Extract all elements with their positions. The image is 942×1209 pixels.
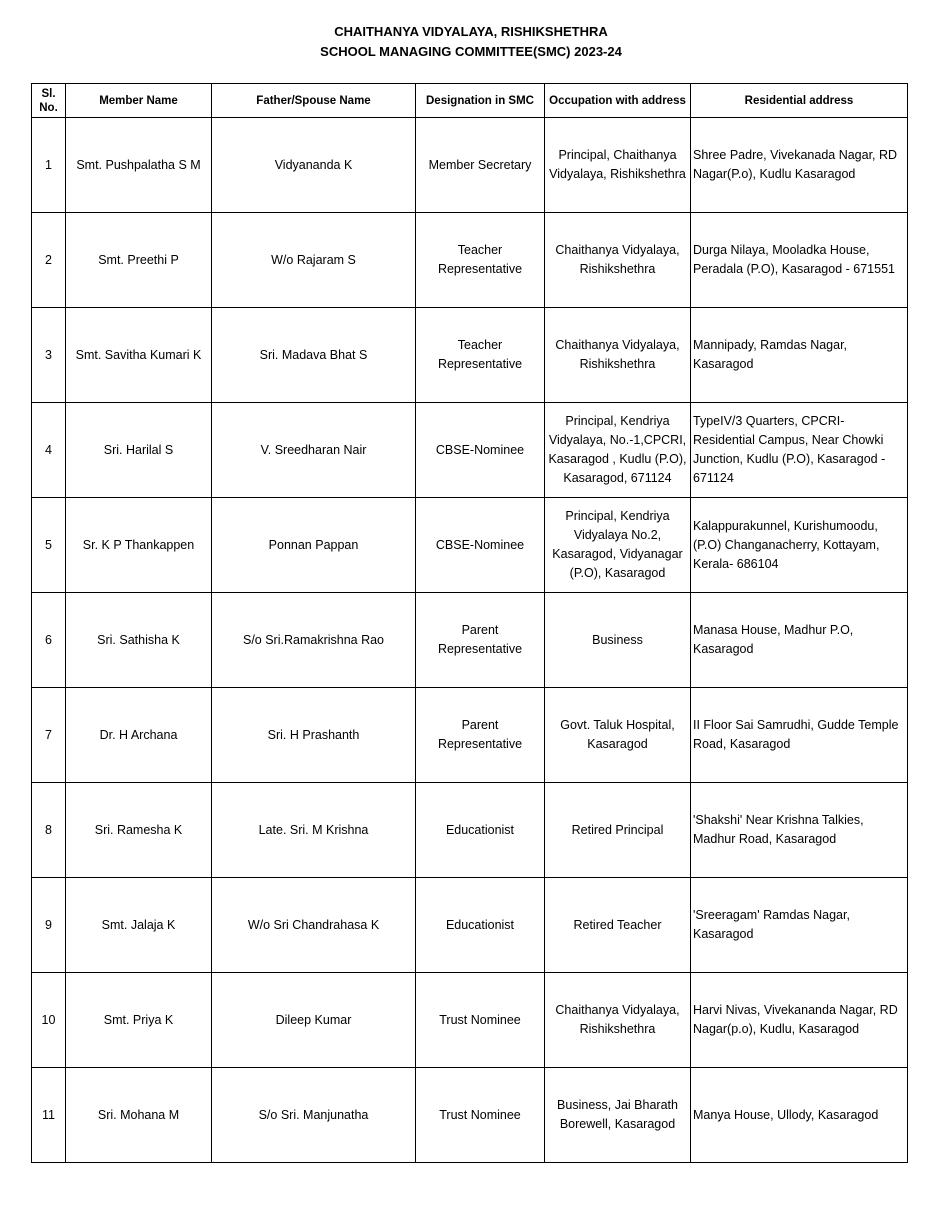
cell-father-spouse-name: Vidyananda K (212, 118, 416, 213)
cell-member-name: Smt. Priya K (66, 973, 212, 1068)
cell-sl-no: 11 (32, 1068, 66, 1163)
table-row (32, 308, 908, 403)
cell-member-name: Smt. Pushpalatha S M (66, 118, 212, 213)
cell-father-spouse-name: W/o Rajaram S (212, 213, 416, 308)
table-row (32, 213, 908, 308)
cell-occupation: Chaithanya Vidyalaya, Rishikshethra (545, 213, 691, 308)
committee-title: SCHOOL MANAGING COMMITTEE(SMC) 2023-24 (320, 44, 622, 59)
cell-occupation: Business, Jai Bharath Borewell, Kasaragod (545, 1068, 691, 1163)
cell-father-spouse-name: Ponnan Pappan (212, 498, 416, 593)
cell-member-name: Sri. Ramesha K (66, 783, 212, 878)
cell-father-spouse-name: S/o Sri.Ramakrishna Rao (212, 593, 416, 688)
cell-sl-no: 10 (32, 973, 66, 1068)
cell-designation: Parent Representative (416, 688, 545, 783)
cell-designation: CBSE-Nominee (416, 498, 545, 593)
table-row (32, 118, 908, 213)
cell-residential-address: Manasa House, Madhur P.O, Kasaragod (691, 593, 908, 688)
cell-designation: Educationist (416, 783, 545, 878)
cell-residential-address: 'Shakshi' Near Krishna Talkies, Madhur Road, Kasaragod (691, 783, 908, 878)
cell-occupation: Principal, Chaithanya Vidyalaya, Rishikshethra (545, 118, 691, 213)
cell-occupation: Govt. Taluk Hospital, Kasaragod (545, 688, 691, 783)
cell-member-name: Sri. Sathisha K (66, 593, 212, 688)
document-title-block (0, 22, 942, 62)
cell-sl-no: 4 (32, 403, 66, 498)
table-row (32, 783, 908, 878)
cell-designation: Trust Nominee (416, 1068, 545, 1163)
cell-member-name: Smt. Jalaja K (66, 878, 212, 973)
cell-residential-address: Harvi Nivas, Vivekananda Nagar, RD Nagar(p.o), Kudlu, Kasaragod (691, 973, 908, 1068)
cell-residential-address: II Floor Sai Samrudhi, Gudde Temple Road, Kasaragod (691, 688, 908, 783)
table-row (32, 878, 908, 973)
cell-residential-address: 'Sreeragam' Ramdas Nagar, Kasaragod (691, 878, 908, 973)
cell-designation: Teacher Representative (416, 308, 545, 403)
cell-designation: Teacher Representative (416, 213, 545, 308)
smc-members-table (31, 83, 908, 1163)
cell-occupation: Retired Teacher (545, 878, 691, 973)
cell-father-spouse-name: Late. Sri. M Krishna (212, 783, 416, 878)
table-row (32, 973, 908, 1068)
header-sl-no: Sl. No. (32, 84, 66, 118)
cell-member-name: Smt. Savitha Kumari K (66, 308, 212, 403)
cell-occupation: Business (545, 593, 691, 688)
cell-father-spouse-name: Dileep Kumar (212, 973, 416, 1068)
cell-occupation: Chaithanya Vidyalaya, Rishikshethra (545, 308, 691, 403)
header-designation: Designation in SMC (416, 84, 545, 118)
cell-father-spouse-name: V. Sreedharan Nair (212, 403, 416, 498)
cell-residential-address: Shree Padre, Vivekanada Nagar, RD Nagar(P.o), Kudlu Kasaragod (691, 118, 908, 213)
cell-sl-no: 7 (32, 688, 66, 783)
cell-father-spouse-name: Sri. H Prashanth (212, 688, 416, 783)
cell-sl-no: 5 (32, 498, 66, 593)
header-member-name: Member Name (66, 84, 212, 118)
cell-member-name: Smt. Preethi P (66, 213, 212, 308)
cell-member-name: Dr. H Archana (66, 688, 212, 783)
cell-member-name: Sr. K P Thankappen (66, 498, 212, 593)
cell-designation: Parent Representative (416, 593, 545, 688)
table-row (32, 688, 908, 783)
cell-sl-no: 9 (32, 878, 66, 973)
cell-sl-no: 6 (32, 593, 66, 688)
cell-father-spouse-name: W/o Sri Chandrahasa K (212, 878, 416, 973)
school-title: CHAITHANYA VIDYALAYA, RISHIKSHETHRA (334, 24, 608, 39)
cell-father-spouse-name: Sri. Madava Bhat S (212, 308, 416, 403)
cell-designation: Trust Nominee (416, 973, 545, 1068)
table-row (32, 593, 908, 688)
table-header-row (32, 84, 908, 118)
cell-sl-no: 8 (32, 783, 66, 878)
cell-occupation: Principal, Kendriya Vidyalaya No.2, Kasaragod, Vidyanagar (P.O), Kasaragod (545, 498, 691, 593)
cell-sl-no: 3 (32, 308, 66, 403)
header-residential-address: Residential address (691, 84, 908, 118)
cell-member-name: Sri. Mohana M (66, 1068, 212, 1163)
cell-residential-address: Manya House, Ullody, Kasaragod (691, 1068, 908, 1163)
cell-residential-address: Durga Nilaya, Mooladka House, Peradala (P.O), Kasaragod - 671551 (691, 213, 908, 308)
cell-designation: Educationist (416, 878, 545, 973)
header-occupation: Occupation with address (545, 84, 691, 118)
cell-occupation: Chaithanya Vidyalaya, Rishikshethra (545, 973, 691, 1068)
cell-occupation: Principal, Kendriya Vidyalaya, No.-1,CPCRI, Kasaragod , Kudlu (P.O), Kasaragod, 671124 (545, 403, 691, 498)
cell-occupation: Retired Principal (545, 783, 691, 878)
table-row (32, 403, 908, 498)
header-father-spouse-name: Father/Spouse Name (212, 84, 416, 118)
table-row (32, 1068, 908, 1163)
cell-member-name: Sri. Harilal S (66, 403, 212, 498)
cell-sl-no: 2 (32, 213, 66, 308)
cell-designation: Member Secretary (416, 118, 545, 213)
table-row (32, 498, 908, 593)
cell-residential-address: Mannipady, Ramdas Nagar, Kasaragod (691, 308, 908, 403)
cell-father-spouse-name: S/o Sri. Manjunatha (212, 1068, 416, 1163)
cell-designation: CBSE-Nominee (416, 403, 545, 498)
cell-sl-no: 1 (32, 118, 66, 213)
cell-residential-address: Kalappurakunnel, Kurishumoodu, (P.O) Changanacherry, Kottayam, Kerala- 686104 (691, 498, 908, 593)
cell-residential-address: TypeIV/3 Quarters, CPCRI-Residential Campus, Near Chowki Junction, Kudlu (P.O), Kasaragod - 671124 (691, 403, 908, 498)
